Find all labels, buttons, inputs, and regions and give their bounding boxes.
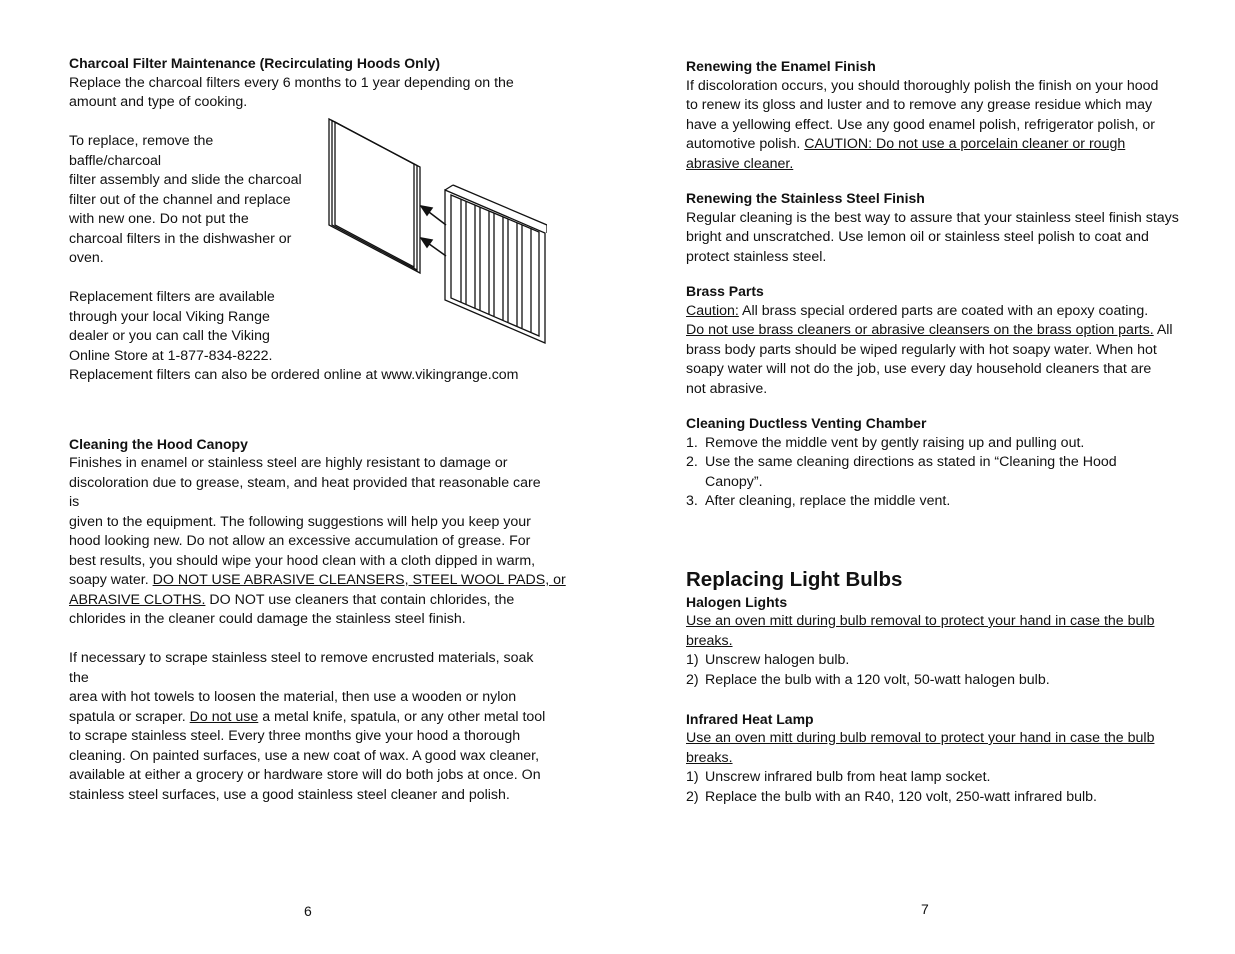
brass-warning: Do not use brass cleaners or abrasive cleansers on the brass option parts. [686, 322, 1154, 338]
charcoal-text-line: through your local Viking Range [69, 308, 270, 325]
page-number-right: 7 [921, 901, 929, 917]
right-page [686, 57, 1179, 807]
brass-heading: Brass Parts [686, 283, 764, 299]
enamel-text-line: have a yellowing effect. Use any good enamel polish, refrigerator polish, or [686, 116, 1155, 133]
canopy-text-line: cleaning. On painted surfaces, use a new coat of wax. A good wax cleaner, [69, 747, 540, 764]
halogen-warning: Use an oven mitt during bulb removal to protect your hand in case the bulb [686, 613, 1155, 629]
canopy-heading: Cleaning the Hood Canopy [69, 435, 248, 452]
infrared-heading: Infrared Heat Lamp [686, 710, 814, 727]
charcoal-online-line: Replacement filters can also be ordered online at www.vikingrange.com [69, 367, 519, 383]
charcoal-text-line: Replacement filters are available [69, 289, 275, 305]
bulbs-title: Replacing Light Bulbs [686, 567, 903, 591]
brass-text-line: soapy water will not do the job, use every day household cleaners that are [686, 361, 1152, 377]
brass-text-line: not abrasive. [686, 380, 768, 397]
brass-caution-line [686, 302, 1166, 322]
charcoal-text-line: with new one. Do not put the [69, 211, 249, 227]
list-text: Remove the middle vent by gently raising up and pulling out. [705, 434, 1085, 451]
list-item [686, 651, 1166, 671]
list-number: 2) [686, 788, 699, 805]
baffle-filter [445, 185, 547, 343]
infrared-warning: Use an oven mitt during bulb removal to protect your hand in case the bulb [686, 730, 1155, 746]
enamel-text: automotive polish. [686, 136, 805, 152]
insert-arrow-icon [421, 206, 446, 256]
list-text: Replace the bulb with an R40, 120 volt, 250-watt infrared bulb. [705, 788, 1097, 805]
charcoal-text-line: filter out of the channel and replace [69, 191, 291, 208]
list-item [686, 671, 1166, 691]
enamel-caution-line [686, 155, 1166, 175]
enamel-caution: CAUTION: Do not use a porcelain cleaner or rough [804, 136, 1126, 152]
stainless-text-line: Regular cleaning is the best way to assure that your stainless steel finish stays [686, 209, 1179, 226]
charcoal-replace-paragraph [69, 132, 309, 366]
charcoal-text-line: oven. [69, 250, 104, 266]
infrared-warning: breaks. [686, 749, 733, 766]
canopy-warning-line [69, 571, 566, 591]
charcoal-heading: Charcoal Filter Maintenance (Recirculating Hoods Only) [69, 55, 441, 71]
canopy-warning-line [69, 591, 551, 611]
charcoal-text-line: Online Store at 1-877-834-8222. [69, 347, 273, 364]
list-number: 1) [686, 769, 699, 785]
brass-text: All brass special ordered parts are coated with an epoxy coating. [738, 302, 1149, 319]
list-item [686, 788, 1166, 808]
charcoal-text-line: dealer or you can call the Viking [69, 328, 270, 344]
list-number: 2. [686, 454, 698, 470]
canopy-text: soapy water. [69, 572, 153, 588]
canopy-text: DO NOT use cleaners that contain chlorides, the [205, 591, 515, 608]
charcoal-text-line: charcoal filters in the dishwasher or [69, 230, 292, 247]
list-number: 1. [686, 434, 698, 451]
list-text: Unscrew infrared bulb from heat lamp socket. [705, 769, 991, 785]
list-item [686, 768, 1166, 788]
stainless-heading: Renewing the Stainless Steel Finish [686, 190, 925, 206]
canopy-text-line: to scrape stainless steel. Every three months give your hood a thorough [69, 728, 521, 744]
brass-caution-label: Caution: [686, 302, 739, 319]
charcoal-text-line: To replace, remove the baffle/charcoal [69, 133, 214, 169]
stainless-text-line: bright and unscratched. Use lemon oil or stainless steel polish to coat and [686, 229, 1149, 245]
abrasive-warning: ABRASIVE CLOTHS. [69, 591, 206, 608]
list-text: Use the same cleaning directions as stated in “Cleaning the Hood [705, 454, 1117, 470]
canopy-text: a metal knife, spatula, or any other metal tool [258, 708, 546, 725]
canopy-text-line: hood looking new. Do not allow an excessive accumulation of grease. For [69, 533, 531, 549]
canopy-text-line: If necessary to scrape stainless steel to remove encrusted materials, soak the [69, 650, 534, 686]
charcoal-filter-illustration [325, 115, 547, 347]
canopy-text-line: best results, you should wipe your hood clean with a cloth dipped in warm, [69, 552, 536, 569]
canopy-warning-line [69, 708, 551, 728]
enamel-text-line: to renew its gloss and luster and to remove any grease residue which may [686, 97, 1153, 113]
list-text: Replace the bulb with a 120 volt, 50-watt halogen bulb. [705, 671, 1050, 688]
page-number-left: 6 [304, 903, 312, 919]
list-number: 2) [686, 671, 699, 688]
enamel-text-line: If discoloration occurs, you should thoroughly polish the finish on your hood [686, 77, 1159, 94]
canopy-text-line: area with hot towels to loosen the material, then use a wooden or nylon [69, 689, 517, 705]
canopy-text-line: given to the equipment. The following suggestions will help you keep your [69, 513, 531, 530]
stainless-text-line: protect stainless steel. [686, 248, 827, 265]
list-text: After cleaning, replace the middle vent. [705, 493, 951, 509]
canopy-text-line: stainless steel surfaces, use a good stainless steel cleaner and polish. [69, 786, 510, 803]
canopy-text-line: available at either a grocery or hardware store will do both jobs at once. On [69, 767, 541, 783]
list-item [686, 434, 1166, 454]
canopy-text-line: chlorides in the cleaner could damage the stainless steel finish. [69, 611, 466, 627]
list-item [686, 492, 1166, 512]
charcoal-text-line: amount and type of cooking. [69, 94, 248, 110]
list-number: 1) [686, 652, 699, 668]
enamel-caution-line [686, 135, 1166, 155]
abrasive-warning: DO NOT USE ABRASIVE CLEANSERS, STEEL WOOL PADS, or [152, 572, 566, 588]
do-not-use-warning: Do not use [189, 708, 259, 725]
canopy-text-line: Finishes in enamel or stainless steel are highly resistant to damage or [69, 455, 508, 471]
list-text: Unscrew halogen bulb. [705, 652, 850, 668]
charcoal-filter-pad [329, 119, 420, 273]
canopy-text: spatula or scraper. [69, 708, 190, 725]
brass-caution-line [686, 321, 1173, 341]
canopy-text-line: discoloration due to grease, steam, and heat provided that reasonable care is [69, 474, 541, 510]
list-text: Canopy”. [705, 473, 763, 490]
list-item [686, 453, 1166, 492]
enamel-heading: Renewing the Enamel Finish [686, 58, 876, 74]
ductless-heading: Cleaning Ductless Venting Chamber [686, 415, 927, 431]
halogen-warning: breaks. [686, 632, 733, 649]
charcoal-text-line: Replace the charcoal filters every 6 months to 1 year depending on the [69, 74, 514, 91]
enamel-caution: abrasive cleaner. [686, 155, 794, 172]
list-number: 3. [686, 493, 698, 509]
halogen-heading: Halogen Lights [686, 593, 788, 610]
charcoal-text-line: filter assembly and slide the charcoal [69, 172, 302, 188]
brass-text-line: brass body parts should be wiped regularly with hot soapy water. When hot [686, 341, 1157, 358]
brass-text: All [1153, 322, 1173, 338]
